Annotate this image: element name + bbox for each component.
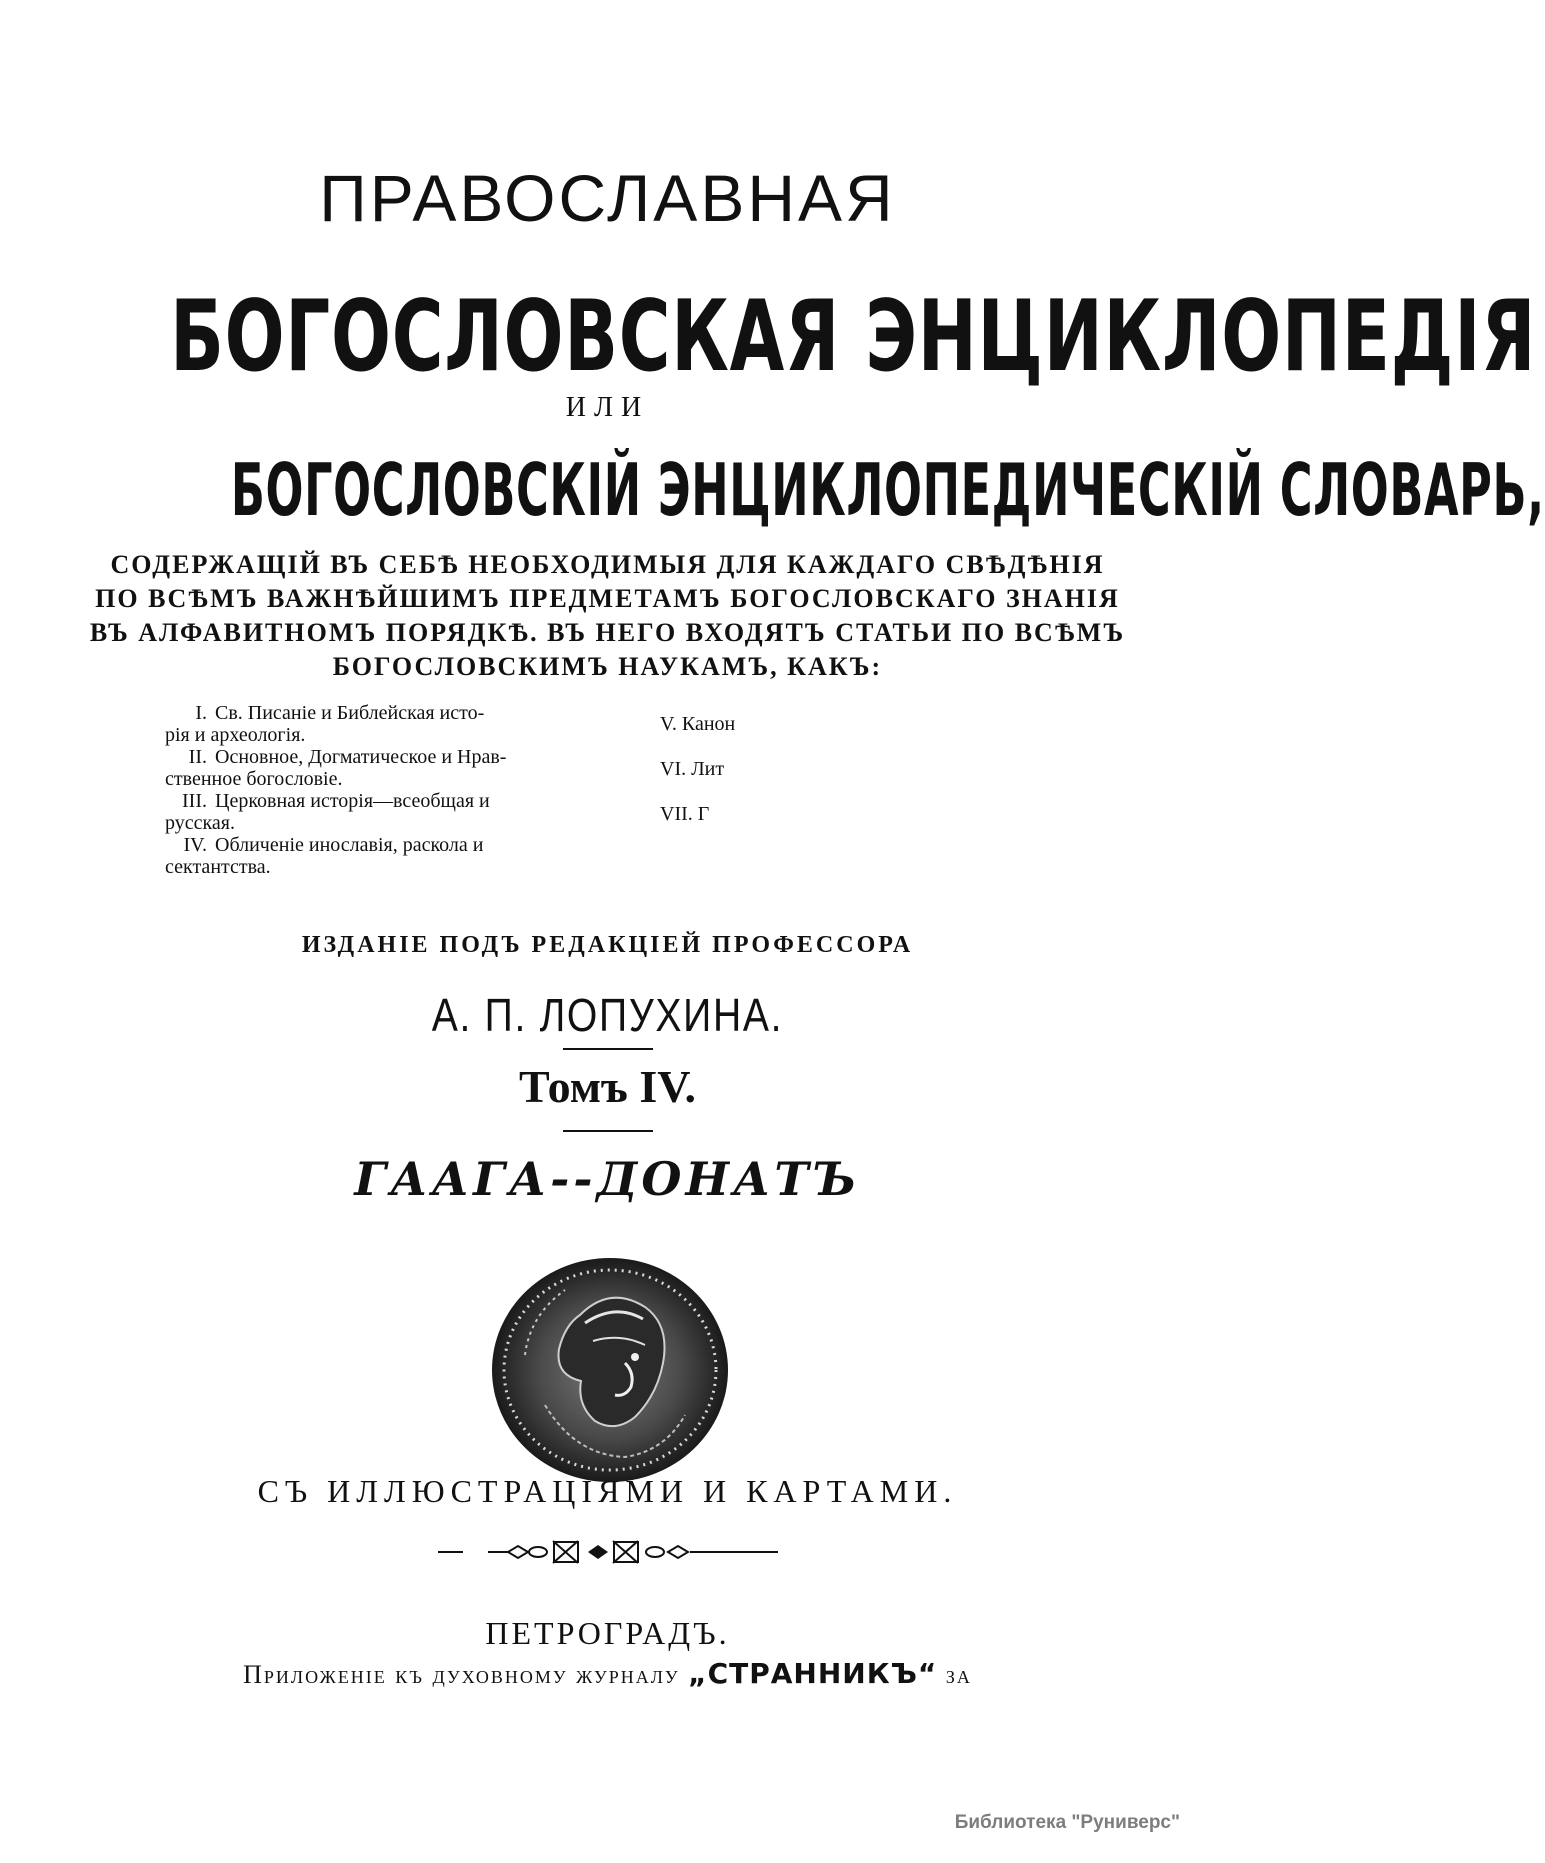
section-number: II. (188, 746, 207, 768)
section-text-cont: ственное богословіе. (165, 768, 343, 790)
description-line: ВЪ АЛФАВИТНОМЪ ПОРЯДКѢ. ВЪ НЕГО ВХОДЯТЪ СТАТЬИ ПО ВСѢМЪ (89, 618, 1126, 647)
divider-rule (563, 1130, 653, 1132)
title-connector: ИЛИ (565, 392, 650, 423)
section-item (165, 834, 605, 878)
editor-name: А. П. ЛОПУХИНА. (431, 989, 784, 1041)
description-line: ПО ВСѢМЪ ВАЖНѢЙШИМЪ ПРЕДМЕТАМЪ БОГОСЛОВСКАГО ЗНАНІЯ (95, 584, 1120, 613)
section-text: Св. Писаніе и Библейская исто- (215, 702, 485, 724)
section-item: VII. Г (660, 803, 710, 825)
description-line: БОГОСЛОВСКИМЪ НАУКАМЪ, КАКЪ: (332, 652, 883, 681)
section-text-cont: сектантства. (165, 856, 271, 878)
sections-list-left (165, 702, 605, 878)
divider-rule (563, 1048, 653, 1050)
volume-label: Томъ IV. (518, 1061, 697, 1112)
section-item (165, 790, 605, 834)
subtitle: БОГОСЛОВСКІЙ ЭНЦИКЛОПЕДИЧЕСКІЙ СЛОВАРЬ, (230, 448, 1545, 532)
edition-label: ИЗДАНІЕ ПОДЪ РЕДАКЦІЕЙ ПРОФЕССОРА (301, 932, 914, 958)
section-text-cont: рія и археологія. (165, 724, 306, 746)
volume-range: ГААГА--ДОНАТЪ (354, 1152, 861, 1206)
library-watermark: Библиотека "Руниверс" (954, 1812, 1180, 1833)
sections-list-right (660, 702, 840, 837)
section-text: Церковная исторія—всеобщая и (215, 790, 490, 812)
section-text: Обличеніе инославія, раскола и (215, 834, 484, 856)
title-main: БОГОСЛОВСКАЯ ЭНЦИКЛОПЕДІЯ (170, 280, 1537, 394)
supplement-prefix: Приложеніе къ духовному журналу (243, 1660, 689, 1689)
ornament-divider-icon (438, 1537, 778, 1567)
illustrations-label: СЪ ИЛЛЮСТРАЦІЯМИ И КАРТАМИ. (257, 1473, 958, 1509)
publication-city: ПЕТРОГРАДЪ. (485, 1615, 730, 1651)
supplement-line (0, 1657, 1215, 1690)
section-text: Основное, Догматическое и Нрав- (215, 746, 507, 768)
section-number: I. (195, 702, 207, 724)
journal-name: „СТРАННИКЪ“ (688, 1657, 938, 1690)
coin-emblem-icon (485, 1245, 735, 1495)
section-item: VI. Лит (660, 758, 725, 780)
description-line: СОДЕРЖАЩІЙ ВЪ СЕБѢ НЕОБХОДИМЫЯ ДЛЯ КАЖДАГО СВѢДѢНІЯ (110, 550, 1105, 579)
section-item (165, 746, 605, 790)
section-item (165, 702, 605, 746)
section-text-cont: русская. (165, 812, 235, 834)
title-top: ПРАВОСЛАВНАЯ (319, 161, 896, 235)
section-number: III. (182, 790, 207, 812)
section-item: V. Канон (660, 713, 736, 735)
description-block (0, 548, 1215, 684)
section-number: IV. (183, 834, 207, 856)
supplement-suffix: за (937, 1660, 972, 1689)
